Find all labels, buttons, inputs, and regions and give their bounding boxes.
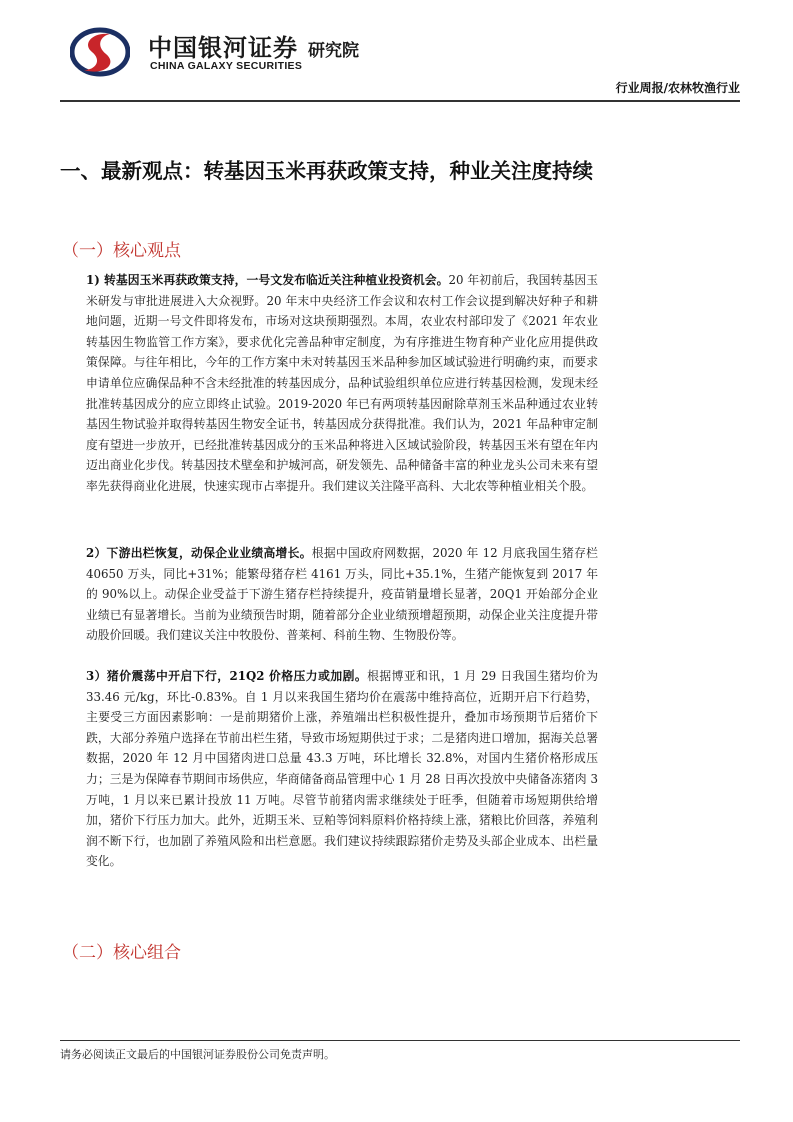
header-divider xyxy=(60,100,740,102)
section-title: 一、最新观点：转基因玉米再获政策支持，种业关注度持续 xyxy=(60,159,593,183)
brand-logo xyxy=(70,22,430,82)
footer-disclaimer: 请务必阅读正文最后的中国银河证券股份公司免责声明。 xyxy=(60,1048,335,1061)
paragraph-point-3 xyxy=(86,666,598,872)
brand-name-cn: 中国银河证券 xyxy=(148,34,298,62)
point-2-lead: 2）下游出栏恢复，动保企业业绩高增长。 xyxy=(86,546,312,560)
point-2-body: 根据中国政府网数据，2020 年 12 月底我国生猪存栏 40650 万头，同比+31%；能繁母猪存栏 4161 万头，同比+35.1%，生猪产能恢复到 2017 年的 90%以上。动保企业受益于下游生猪存栏持续提升，疫苗销量增长显著，20Q1 开始部分企业业绩已有显著增长。当前为业绩预告时期，随着部分企业业绩预增超预期，动保企业关注度提升带动股价回暖。我们建议关注中牧股份、普莱柯、科前生物、生物股份等。 xyxy=(86,546,598,643)
institute-label: 研究院 xyxy=(308,41,359,61)
brand-name-en: CHINA GALAXY SECURITIES xyxy=(150,60,303,72)
point-3-body: 根据博亚和讯，1 月 29 日我国生猪均价为 33.46 元/kg，环比-0.83%。自 1 月以来我国生猪均价在震荡中维持高位，近期开启下行趋势，主要受三方面因素影响：一是前期猪价上涨，养殖端出栏积极性提升，叠加市场预期节后猪价下跌，大部分养殖户选择在节前出栏生猪，导致市场短期供过于求；二是猪肉进口增加，据海关总署数据，2020 年 12 月中国猪肉进口总量 43.3 万吨，环比增长 32.8%，对国内生猪价格形成压力；三是为保障春节期间市场供应，华商储备商品管理中心 1 月 28 日再次投放中央储备冻猪肉 3 万吨，1 月以来已累计投放 11 万吨。尽管节前猪肉需求继续处于旺季，但随着市场短期供给增加，猪价下行压力加大。此外，近期玉米、豆粕等饲料原料价格持续上涨，猪粮比价回落，养殖利润不断下行，也加剧了养殖风险和出栏意愿。我们建议持续跟踪猪价走势及头部企业成本、出栏量变化。 xyxy=(86,669,599,869)
point-1-body: 20 年初前后，我国转基因玉米研发与审批进展进入大众视野。20 年末中央经济工作会议和农村工作会议提到解决好种子和耕地问题，近期一号文件即将发布，市场对这块预期强烈。本周，农业农村部印发了《2021 年农业转基因生物监管工作方案》，要求优化完善品种审定制度，为有序推进生物育种产业化应用提供政策保障。与往年相比，今年的工作方案中未对转基因玉米品种参加区域试验进行明确约束，而要求申请单位应确保品种不含未经批准的转基因成分，品种试验组织单位应进行转基因检测，发现未经批准转基因成分的应立即终止试验。2019-2020 年已有两项转基因耐除草剂玉米品种通过农业转基因生物试验并取得转基因生物安全证书，转基因成分获得批准。我们认为，2021 年品种审定制度有望进一步放开，已经批准转基因成分的玉米品种将进入区域试验阶段，转基因玉米有望在年内迈出商业化步伐。转基因技术壁垒和护城河高，研发领先、品种储备丰富的种业龙头公司未来有望率先获得商业化进展，快速实现市占率提升。我们建议关注隆平高科、大北农等种植业相关个股。 xyxy=(86,273,599,493)
footer-divider xyxy=(60,1040,740,1041)
subsection-title-core-portfolio: （二）核心组合 xyxy=(62,943,181,963)
page-header xyxy=(60,22,740,102)
paragraph-point-2 xyxy=(86,543,598,646)
point-3-lead: 3）猪价震荡中开启下行，21Q2 价格压力或加剧。 xyxy=(86,669,368,683)
report-type-label: 行业周报/农林牧渔行业 xyxy=(615,81,740,95)
subsection-title-core-views: （一）核心观点 xyxy=(62,241,181,261)
paragraph-point-1 xyxy=(86,270,598,497)
point-1-lead: 1) 转基因玉米再获政策支持，一号文发布临近关注种植业投资机会。 xyxy=(86,273,449,287)
galaxy-logo-icon xyxy=(70,26,130,78)
